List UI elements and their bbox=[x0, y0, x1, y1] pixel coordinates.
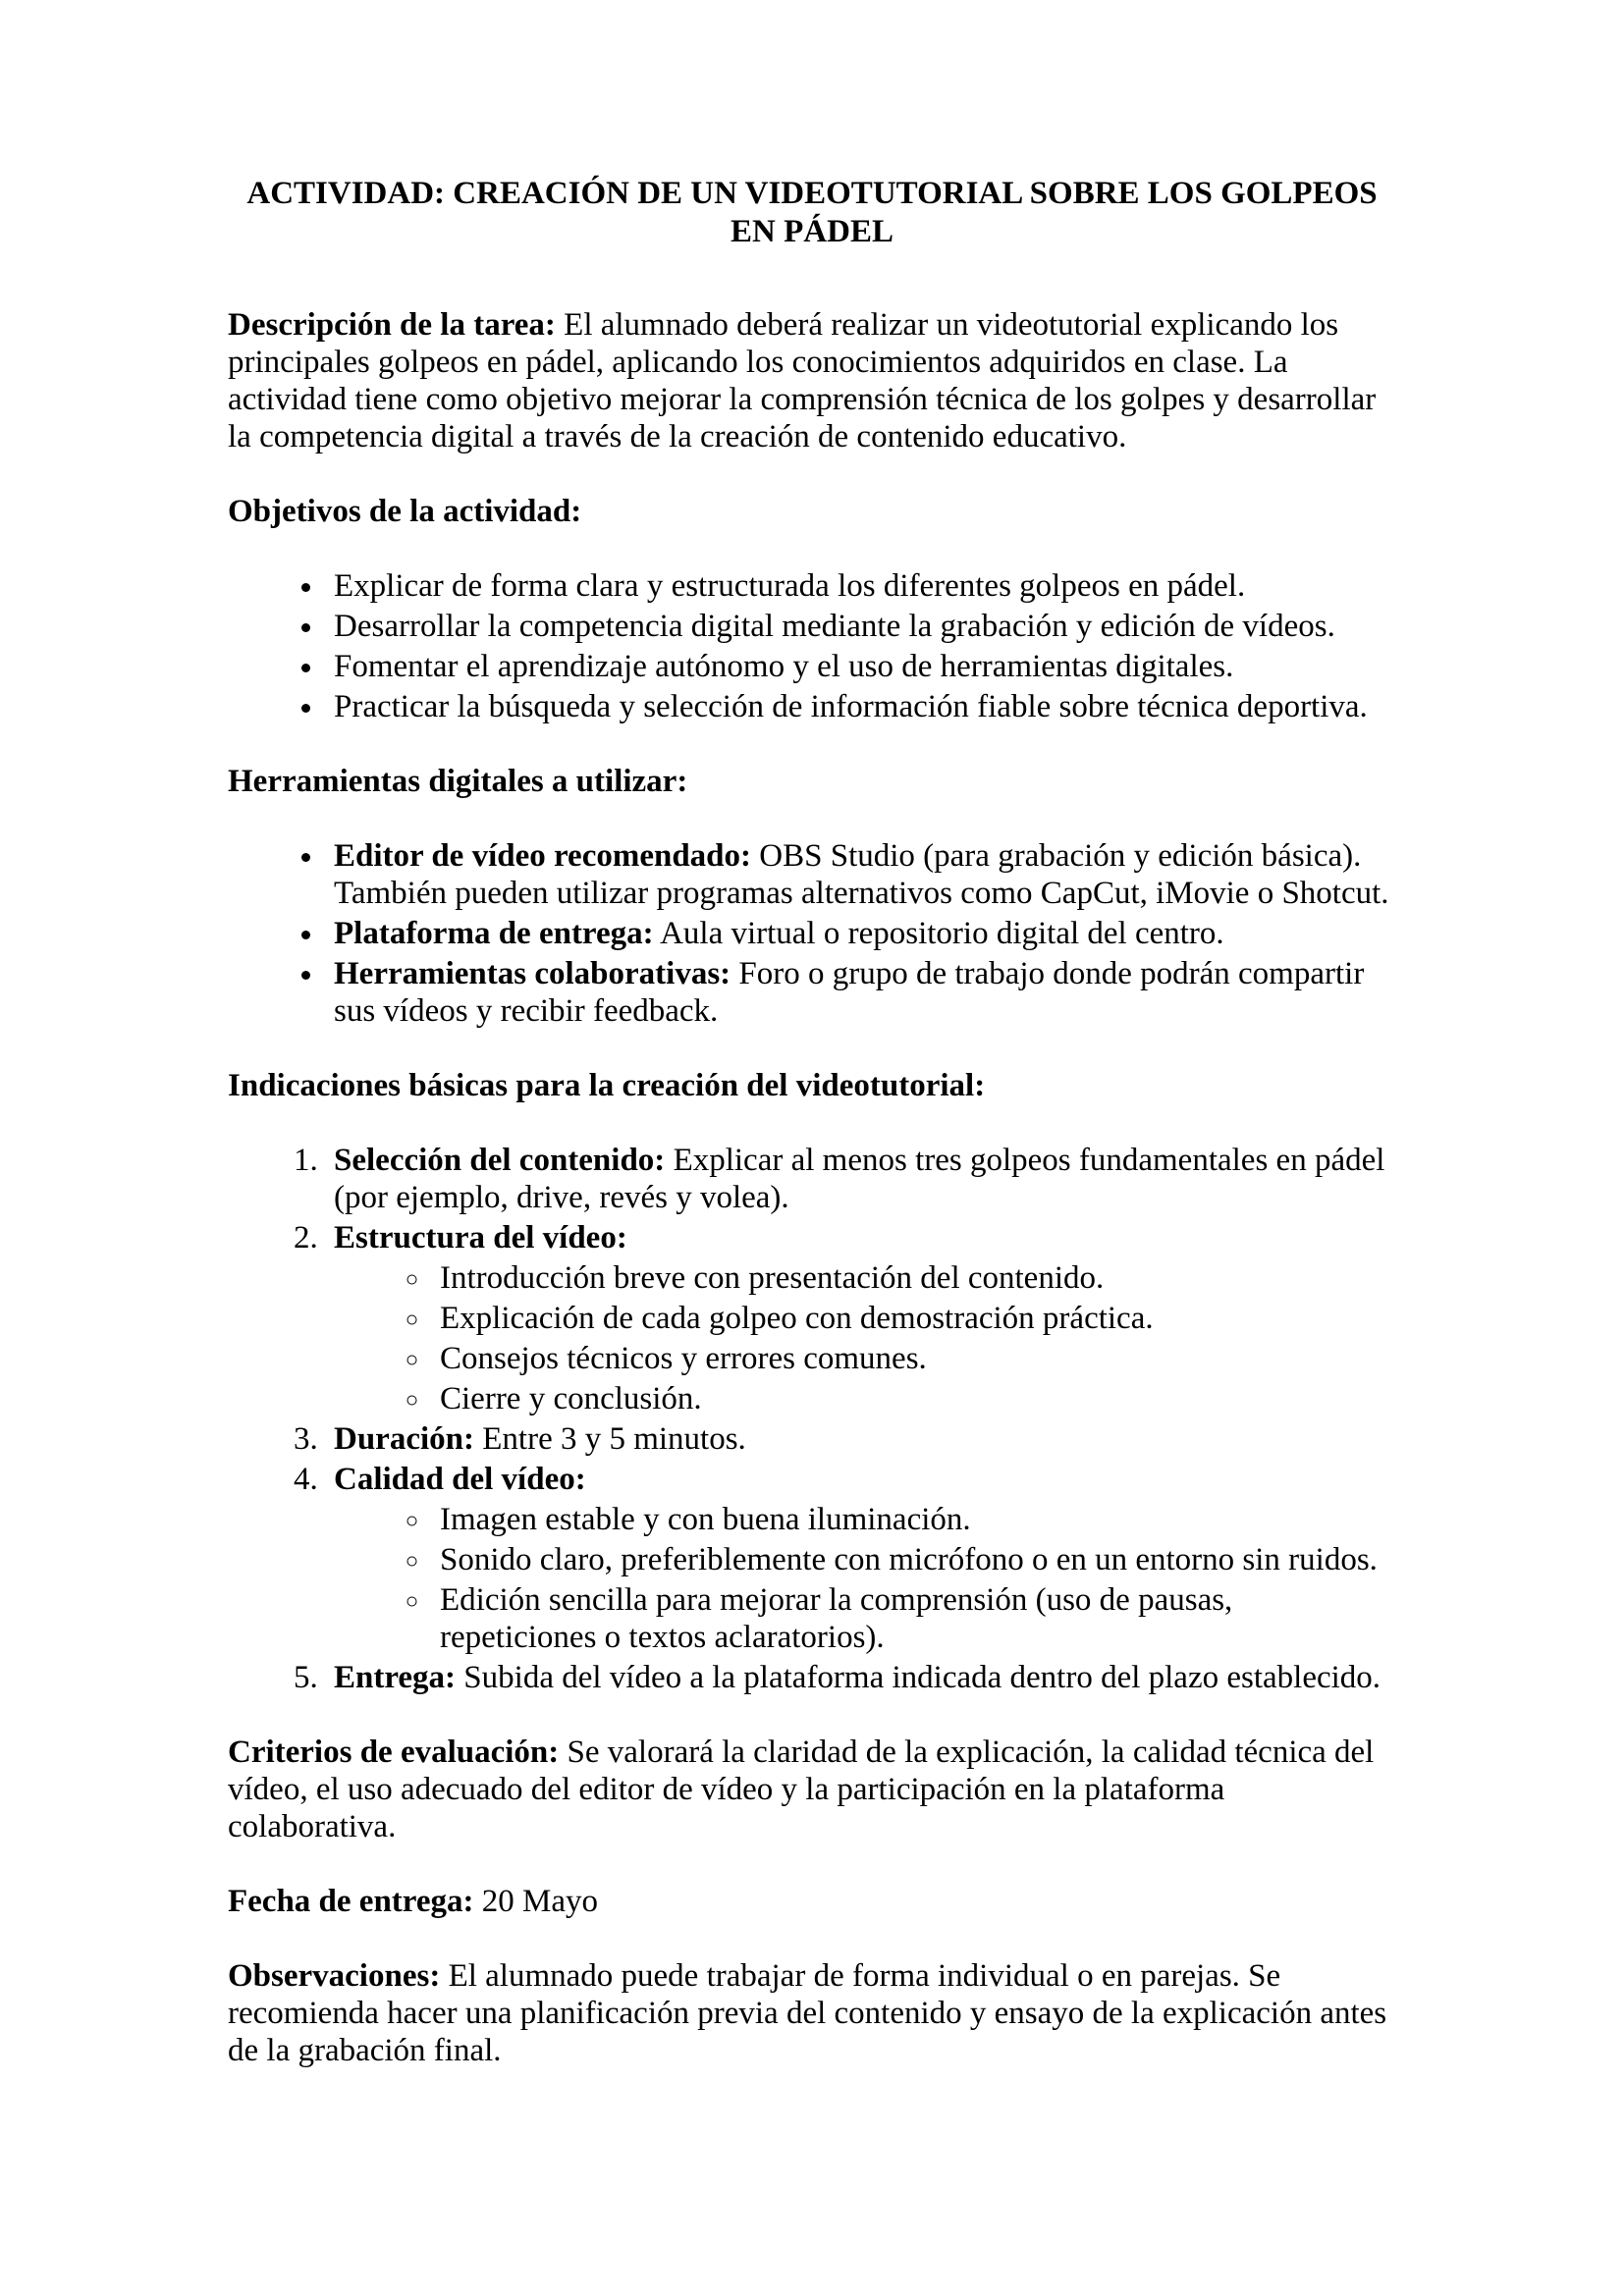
numbered-item bbox=[326, 1142, 1396, 1216]
sub-list-item: ◦ Edición sencilla para mejorar la comprensión (uso de pausas, repeticiones o textos aclaratorios). bbox=[432, 1581, 1396, 1656]
numbered-item bbox=[326, 1219, 1396, 1417]
sub-list-item: ◦ Sonido claro, preferiblemente con micrófono o en un entorno sin ruidos. bbox=[432, 1541, 1396, 1578]
heading-herramientas: Herramientas digitales a utilizar: bbox=[228, 764, 688, 799]
paragraph-descripcion-label: Descripción de la tarea: bbox=[228, 307, 556, 343]
list-item bbox=[326, 955, 1396, 1030]
list-item-label: Herramientas colaborativas: bbox=[334, 956, 731, 991]
list-item-label: Plataforma de entrega: bbox=[334, 916, 654, 951]
numbered-item-text: Explicar al menos tres golpeos fundamentales en pádel (por ejemplo, drive, revés y volea). bbox=[334, 1143, 1385, 1215]
indicaciones-list bbox=[228, 1142, 1396, 1696]
numbered-item-label: Duración: bbox=[334, 1421, 474, 1457]
numbered-item-text: Entre 3 y 5 minutos. bbox=[482, 1421, 746, 1457]
sub-list-item: ◦ Cierre y conclusión. bbox=[432, 1380, 1396, 1417]
paragraph-observaciones-text: El alumnado puede trabajar de forma individual o en parejas. Se recomienda hacer una planificación previa del contenido y ensayo de la explicación antes de la grabación final. bbox=[228, 1958, 1387, 2068]
numbered-item-label: Selección del contenido: bbox=[334, 1143, 666, 1178]
list-item: • Practicar la búsqueda y selección de información fiable sobre técnica deportiva. bbox=[326, 688, 1396, 725]
paragraph-criterios bbox=[228, 1734, 1396, 1845]
calidad-sublist bbox=[334, 1501, 1396, 1656]
paragraph-observaciones-label: Observaciones: bbox=[228, 1958, 441, 1994]
list-item: • Fomentar el aprendizaje autónomo y el uso de herramientas digitales. bbox=[326, 648, 1396, 685]
paragraph-observaciones bbox=[228, 1957, 1396, 2069]
objetivos-list bbox=[228, 567, 1396, 725]
sub-list-item: ◦ Introducción breve con presentación del contenido. bbox=[432, 1259, 1396, 1297]
paragraph-criterios-text: Se valorará la claridad de la explicación, la calidad técnica del vídeo, el uso adecuado del editor de vídeo y la participación en la plataforma colaborativa. bbox=[228, 1735, 1375, 1844]
paragraph-descripcion bbox=[228, 306, 1396, 455]
sub-list-item: ◦ Imagen estable y con buena iluminación. bbox=[432, 1501, 1396, 1538]
paragraph-fecha bbox=[228, 1883, 1396, 1920]
numbered-item bbox=[326, 1461, 1396, 1656]
paragraph-fecha-text: 20 Mayo bbox=[481, 1884, 598, 1919]
paragraph-descripcion-text: El alumnado deberá realizar un videotutorial explicando los principales golpeos en pádel, aplicando los conocimientos adquiridos en clase. La actividad tiene como objetivo mejorar la comprensión técnica de los golpes y desarrollar la competencia digital a través de la creación de contenido educativo. bbox=[228, 307, 1377, 454]
heading-objetivos: Objetivos de la actividad: bbox=[228, 494, 582, 529]
numbered-item-label: Calidad del vídeo: bbox=[334, 1462, 586, 1497]
list-item: • Explicar de forma clara y estructurada los diferentes golpeos en pádel. bbox=[326, 567, 1396, 605]
sub-list-item: ◦ Explicación de cada golpeo con demostración práctica. bbox=[432, 1300, 1396, 1337]
heading-indicaciones: Indicaciones básicas para la creación del videotutorial: bbox=[228, 1068, 986, 1103]
estructura-sublist bbox=[334, 1259, 1396, 1417]
document-title bbox=[228, 175, 1396, 251]
list-item bbox=[326, 915, 1396, 952]
list-item bbox=[326, 837, 1396, 912]
numbered-item bbox=[326, 1659, 1396, 1696]
list-item-label: Editor de vídeo recomendado: bbox=[334, 838, 752, 874]
sub-list-item: ◦ Consejos técnicos y errores comunes. bbox=[432, 1340, 1396, 1377]
numbered-item bbox=[326, 1420, 1396, 1458]
paragraph-fecha-label: Fecha de entrega: bbox=[228, 1884, 474, 1919]
document-title-line1: ACTIVIDAD: CREACIÓN DE UN VIDEOTUTORIAL SOBRE LOS GOLPEOS bbox=[246, 176, 1378, 211]
document-title-line2: EN PÁDEL bbox=[731, 214, 893, 249]
numbered-item-label: Entrega: bbox=[334, 1660, 457, 1695]
numbered-item-text: Subida del vídeo a la plataforma indicada dentro del plazo establecido. bbox=[463, 1660, 1381, 1695]
paragraph-criterios-label: Criterios de evaluación: bbox=[228, 1735, 560, 1770]
numbered-item-label: Estructura del vídeo: bbox=[334, 1220, 627, 1255]
list-item-text: OBS Studio (para grabación y edición básica). También pueden utilizar programas alternativos como CapCut, iMovie o Shotcut. bbox=[334, 838, 1389, 911]
list-item: • Desarrollar la competencia digital mediante la grabación y edición de vídeos. bbox=[326, 608, 1396, 645]
list-item-text: Foro o grupo de trabajo donde podrán compartir sus vídeos y recibir feedback. bbox=[334, 956, 1365, 1029]
list-item-text: Aula virtual o repositorio digital del centro. bbox=[660, 916, 1224, 951]
herramientas-list bbox=[228, 837, 1396, 1030]
